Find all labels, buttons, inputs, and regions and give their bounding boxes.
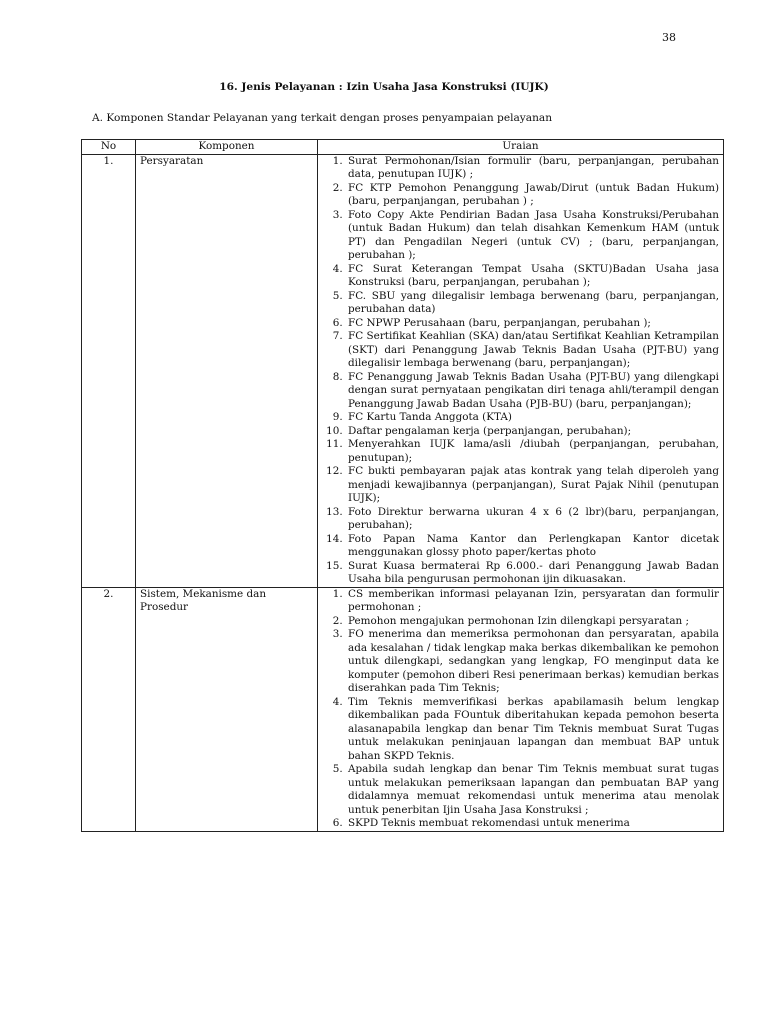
list-item: 9. FC Kartu Tanda Anggota (KTA) — [346, 411, 719, 425]
list-item: 1. Surat Permohonan/Isian formulir (baru, perpanjangan, perubahan data, penutupan IUJK) ; — [346, 155, 719, 182]
list-item: 8. FC Penanggung Jawab Teknis Badan Usaha (PJT-BU) yang dilengkapi dengan surat pernyataan pengikatan diri tenaga ahli/terampil dengan Penanggung Jawab Badan Usaha (PJB-BU) (baru, perpanjangan); — [346, 371, 719, 412]
list-item: 5. FC. SBU yang dilegalisir lembaga berwenang (baru, perpanjangan, perubahan data) — [346, 290, 719, 317]
row-component: Sistem, Mekanisme dan Prosedur — [136, 587, 318, 831]
row-number: 1. — [82, 154, 136, 587]
table-row — [82, 154, 724, 587]
list-item: 4. FC Surat Keterangan Tempat Usaha (SKTU)Badan Usaha jasa Konstruksi (baru, perpanjangan, perubahan ); — [346, 263, 719, 290]
subsection-heading: A. Komponen Standar Pelayanan yang terkait dengan proses penyampaian pelayanan — [92, 112, 553, 124]
list-item: 13. Foto Direktur berwarna ukuran 4 x 6 (2 lbr)(baru, perpanjangan, perubahan); — [346, 506, 719, 533]
list-item: 2. Pemohon mengajukan permohonan Izin dilengkapi persyaratan ; — [346, 615, 719, 629]
requirements-list — [322, 155, 719, 587]
list-item: 11. Menyerahkan IUJK lama/asli /diubah (perpanjangan, perubahan, penutupan); — [346, 438, 719, 465]
table-row — [82, 587, 724, 831]
header-komponen: Komponen — [136, 140, 318, 155]
list-item: 2. FC KTP Pemohon Penanggung Jawab/Dirut (untuk Badan Hukum) (baru, perpanjangan, perubahan ) ; — [346, 182, 719, 209]
list-item: 7. FC Sertifikat Keahlian (SKA) dan/atau Sertifikat Keahlian Ketrampilan (SKT) dari Penanggung Jawab Teknis Badan Usaha (PJT-BU) yang dilegalisir lembaga berwenang (baru, perpanjangan); — [346, 330, 719, 371]
header-uraian: Uraian — [318, 140, 724, 155]
row-description — [318, 587, 724, 831]
list-item: 1. CS memberikan informasi pelayanan Izin, persyaratan dan formulir permohonan ; — [346, 588, 719, 615]
row-component: Persyaratan — [136, 154, 318, 587]
table-header-row — [82, 140, 724, 155]
list-item: 6. FC NPWP Perusahaan (baru, perpanjangan, perubahan ); — [346, 317, 719, 331]
service-standard-table — [81, 139, 724, 832]
list-item: 4. Tim Teknis memverifikasi berkas apabilamasih belum lengkap dikembalikan pada FOuntuk diberitahukan kepada pemohon beserta alasanapabila lengkap dan benar Tim Teknis membuat Surat Tugas untuk melakukan peninjauan lapangan dan membuat BAP untuk bahan SKPD Teknis. — [346, 696, 719, 764]
list-item: 6. SKPD Teknis membuat rekomendasi untuk menerima — [346, 817, 719, 831]
row-number: 2. — [82, 587, 136, 831]
section-title: 16. Jenis Pelayanan : Izin Usaha Jasa Konstruksi (IUJK) — [219, 81, 549, 93]
list-item: 5. Apabila sudah lengkap dan benar Tim Teknis membuat surat tugas untuk melakukan pemeriksaan lapangan dan pembuatan BAP yang didalamnya memuat rekomendasi untuk menerima atau menolak untuk penerbitan Ijin Usaha Jasa Konstruksi ; — [346, 763, 719, 817]
list-item: 3. FO menerima dan memeriksa permohonan dan persyaratan, apabila ada kesalahan / tidak lengkap maka berkas dikembalikan ke pemohon untuk dilengkapi, sedangkan yang lengkap, FO menginput data ke komputer (pemohon diberi Resi penerimaan berkas) kemudian berkas diserahkan pada Tim Teknis; — [346, 628, 719, 696]
row-description — [318, 154, 724, 587]
page-number: 38 — [662, 31, 676, 44]
procedure-list — [322, 588, 719, 831]
header-no: No — [82, 140, 136, 155]
list-item: 10. Daftar pengalaman kerja (perpanjangan, perubahan); — [346, 425, 719, 439]
list-item: 14. Foto Papan Nama Kantor dan Perlengkapan Kantor dicetak menggunakan glossy photo paper/kertas photo — [346, 533, 719, 560]
list-item: 15. Surat Kuasa bermaterai Rp 6.000.- dari Penanggung Jawab Badan Usaha bila pengurusan permohonan ijin dikuasakan. — [346, 560, 719, 587]
list-item: 12. FC bukti pembayaran pajak atas kontrak yang telah diperoleh yang menjadi kewajibannya (perpanjangan), Surat Pajak Nihil (penutupan IUJK); — [346, 465, 719, 506]
list-item: 3. Foto Copy Akte Pendirian Badan Jasa Usaha Konstruksi/Perubahan (untuk Badan Hukum) dan telah disahkan Kemenkum HAM (untuk PT) dan Pengadilan Negeri (untuk CV) ; (baru, perpanjangan, perubahan ); — [346, 209, 719, 263]
